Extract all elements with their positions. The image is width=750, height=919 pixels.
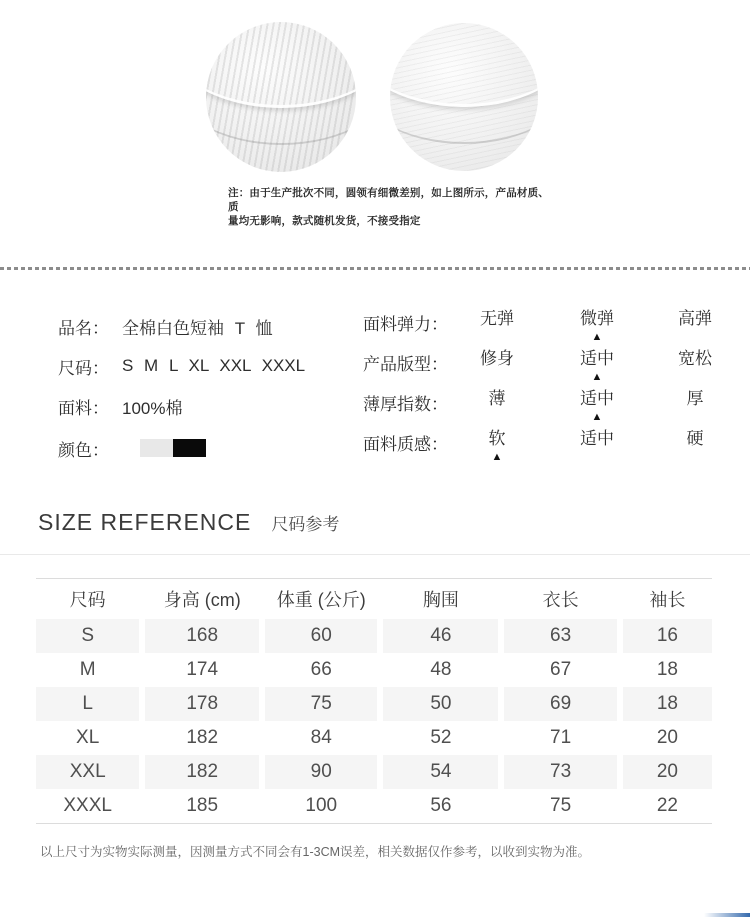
product-name-value: 全棉白色短袖 T 恤 [122, 318, 273, 338]
table-cell: S [36, 619, 139, 653]
header-weight: 体重 (公斤) [276, 590, 366, 610]
fabric-closeup-ribbed-image [206, 22, 356, 172]
table-cell: M [79, 659, 96, 680]
fit-option-regular: 适中 ▲ [580, 349, 614, 383]
table-cell: 71 [550, 727, 572, 748]
bottom-blue-accent-line [704, 913, 750, 917]
selection-triangle-icon: ▲ [591, 411, 603, 423]
thickness-option-medium: 适中 ▲ [580, 389, 614, 423]
fit-option-loose: 宽松 [678, 349, 712, 368]
table-cell: 100 [305, 795, 338, 816]
product-name-row [58, 306, 348, 346]
header-size: 尺码 [69, 590, 106, 610]
selection-triangle-icon: ▲ [591, 371, 603, 383]
size-list-row [58, 346, 348, 386]
table-cell: 168 [145, 619, 259, 653]
table-cell: 90 [265, 755, 377, 789]
section-divider [0, 554, 750, 555]
texture-option-soft: 软 ▲ [488, 429, 506, 463]
attribute-scales [363, 306, 743, 470]
elasticity-row [363, 306, 743, 346]
product-name-label: 品名： [58, 318, 109, 338]
size-reference-title-cn: 尺码参考 [271, 515, 340, 534]
table-cell: XXXL [63, 795, 112, 816]
size-table-header-row [36, 579, 712, 619]
size-list-label: 尺码： [58, 358, 109, 378]
color-swatches [140, 439, 206, 457]
color-row [58, 426, 348, 470]
note-line-2: 量均无影响，款式随机发货，不接受指定 [228, 215, 421, 227]
texture-row [363, 426, 743, 470]
fit-option-slim: 修身 [480, 349, 514, 368]
table-cell: 182 [186, 727, 219, 748]
size-reference-title-en: SIZE REFERENCE [38, 509, 252, 535]
table-cell: XL [76, 727, 100, 748]
table-cell: 67 [550, 659, 572, 680]
table-cell: 16 [623, 619, 712, 653]
product-info [58, 306, 348, 470]
fabric-value: 100%棉 [122, 398, 183, 418]
table-cell: 178 [145, 687, 259, 721]
table-row-xl [36, 721, 712, 755]
table-cell: L [36, 687, 139, 721]
color-swatch-white [140, 439, 173, 457]
table-cell: 69 [504, 687, 616, 721]
size-list-value: S M L XL XXL XXXL [122, 356, 306, 375]
color-swatch-black [173, 439, 206, 457]
elasticity-option-slight: 微弹 ▲ [580, 309, 614, 343]
table-cell: 75 [265, 687, 377, 721]
table-row-xxxl [36, 789, 712, 823]
header-length: 衣长 [542, 590, 579, 610]
texture-option-medium: 适中 [580, 429, 614, 448]
elasticity-option-none: 无弹 [480, 309, 514, 328]
thickness-option-thick: 厚 [686, 389, 704, 408]
table-row-s [36, 619, 712, 653]
size-table [30, 579, 718, 823]
production-note [228, 186, 558, 228]
table-cell: 56 [430, 795, 452, 816]
table-cell: 63 [504, 619, 616, 653]
header-height: 身高 (cm) [163, 590, 241, 610]
table-cell: 84 [310, 727, 332, 748]
selection-triangle-icon: ▲ [491, 451, 503, 463]
table-row-xxl [36, 755, 712, 789]
table-cell: 46 [383, 619, 498, 653]
table-cell: 54 [383, 755, 498, 789]
color-label: 颜色： [58, 440, 109, 460]
table-cell: 75 [550, 795, 572, 816]
thickness-row [363, 386, 743, 426]
texture-label: 面料质感： [363, 435, 448, 454]
header-sleeve: 袖长 [649, 590, 686, 610]
fabric-label: 面料： [58, 398, 109, 418]
elasticity-label: 面料弹力： [363, 315, 448, 334]
table-cell: 18 [623, 687, 712, 721]
table-cell: 182 [145, 755, 259, 789]
table-row-l [36, 687, 712, 721]
header-chest: 胸围 [422, 590, 459, 610]
note-line-1: 注：由于生产批次不同，圆领有细微差别，如上图所示，产品材质、质 [228, 187, 549, 213]
size-reference-heading [38, 509, 339, 536]
table-cell: 18 [656, 659, 678, 680]
table-cell: 60 [265, 619, 377, 653]
dashed-divider [0, 267, 750, 270]
texture-option-hard: 硬 [686, 429, 704, 448]
table-cell: 20 [623, 755, 712, 789]
fabric-closeup-smooth-image [390, 23, 538, 171]
table-cell: 20 [656, 727, 678, 748]
table-cell: 185 [186, 795, 219, 816]
fabric-row [58, 386, 348, 426]
table-cell: 52 [430, 727, 452, 748]
elasticity-option-high: 高弹 [678, 309, 712, 328]
table-cell: 50 [383, 687, 498, 721]
thickness-option-thin: 薄 [488, 389, 506, 408]
fit-label: 产品版型： [363, 355, 448, 374]
table-cell: 22 [656, 795, 678, 816]
size-table-container [36, 578, 712, 824]
table-cell: XXL [36, 755, 139, 789]
table-row-m [36, 653, 712, 687]
table-cell: 66 [310, 659, 332, 680]
selection-triangle-icon: ▲ [591, 331, 603, 343]
measurement-disclaimer: 以上尺寸为实物实际测量，因测量方式不同会有1-3CM误差，相关数据仅作参考，以收到实物为准。 [40, 845, 591, 859]
thickness-label: 薄厚指数： [363, 395, 448, 414]
table-cell: 48 [430, 659, 452, 680]
table-cell: 174 [186, 659, 219, 680]
fit-row [363, 346, 743, 386]
table-cell: 73 [504, 755, 616, 789]
